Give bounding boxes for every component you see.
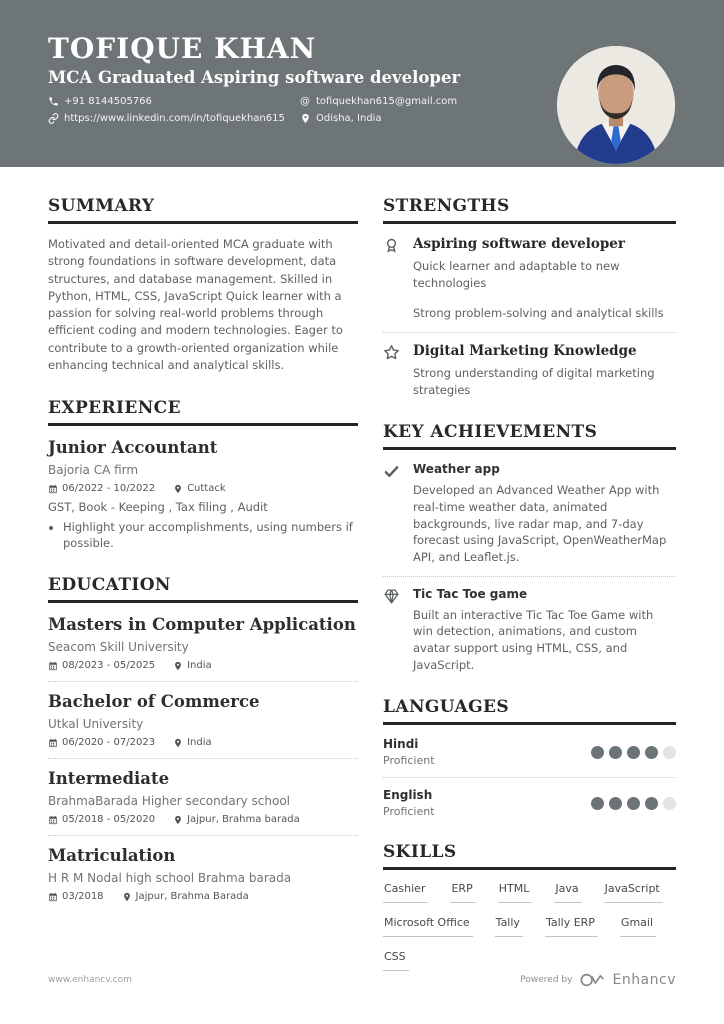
calendar-icon xyxy=(48,484,58,494)
rating-dot xyxy=(645,746,658,759)
phone-number: +91 8144505766 xyxy=(64,96,152,107)
link-icon xyxy=(48,113,59,124)
language-name: Hindi xyxy=(383,737,419,752)
strength-line: Quick learner and adaptable to new technologies xyxy=(413,259,620,290)
language-row xyxy=(383,788,676,818)
job-detail: GST, Book - Keeping , Tax filing , Audit xyxy=(48,500,268,514)
calendar-icon xyxy=(48,738,58,748)
rating-dot xyxy=(591,746,604,759)
experience-item xyxy=(48,438,358,551)
powered-by-block[interactable] xyxy=(520,972,676,988)
skill-tag: Microsoft Office xyxy=(383,916,473,937)
linkedin-url[interactable]: https://www.linkedin.com/in/tofiquekhan615 xyxy=(64,113,285,124)
rating-dot xyxy=(609,797,622,810)
summary-section xyxy=(48,196,358,374)
education-meta xyxy=(48,814,358,825)
job-bullet: • Highlight your accomplishments, using numbers if possible. xyxy=(63,519,358,551)
school: Seacom Skill University xyxy=(48,640,189,655)
rating-dot xyxy=(627,797,640,810)
achievement-heading: Weather app xyxy=(413,462,500,477)
page-footer xyxy=(48,972,676,988)
language-rating xyxy=(591,746,676,759)
skill-tag: ERP xyxy=(450,882,475,903)
location-pin-icon xyxy=(173,484,183,494)
contact-link[interactable] xyxy=(48,113,300,124)
right-column xyxy=(383,196,676,995)
language-row xyxy=(383,737,676,767)
strengths-title: STRENGTHS xyxy=(383,196,676,224)
location-pin-icon xyxy=(122,892,132,902)
rating-dot xyxy=(627,746,640,759)
education-meta xyxy=(48,660,358,671)
job-bullets xyxy=(63,519,358,551)
profile-photo-illustration xyxy=(557,46,675,164)
strength-content xyxy=(413,236,676,322)
divider xyxy=(383,332,676,333)
language-name: English xyxy=(383,788,433,803)
education-location-text: India xyxy=(187,660,212,672)
contact-block xyxy=(48,96,518,124)
divider xyxy=(383,777,676,778)
strength-item xyxy=(383,236,676,322)
strengths-section xyxy=(383,196,676,398)
job-company: Bajoria CA firm xyxy=(48,463,139,477)
job-location xyxy=(173,483,226,494)
divider xyxy=(48,835,358,836)
rating-dot xyxy=(591,797,604,810)
language-level: Proficient xyxy=(383,754,435,768)
achievements-section xyxy=(383,422,676,673)
education-location xyxy=(173,737,212,748)
education-meta xyxy=(48,737,358,748)
education-title: EDUCATION xyxy=(48,575,358,603)
education-item xyxy=(48,615,358,671)
experience-section xyxy=(48,398,358,551)
languages-title: LANGUAGES xyxy=(383,697,676,725)
rating-dot xyxy=(609,746,622,759)
resume-body xyxy=(0,167,724,995)
education-location-text: India xyxy=(187,737,212,749)
email-address[interactable]: tofiquekhan615@gmail.com xyxy=(316,96,458,107)
job-meta xyxy=(48,483,358,494)
job-location-text: Cuttack xyxy=(187,483,226,494)
calendar-icon xyxy=(48,892,58,902)
education-dates-text: 08/2023 - 05/2025 xyxy=(62,660,156,672)
education-item xyxy=(48,692,358,748)
divider xyxy=(48,681,358,682)
experience-title: EXPERIENCE xyxy=(48,398,358,426)
achievement-text: Built an interactive Tic Tac Toe Game with win detection, animations, and custom avatar support using HTML, CSS, and JavaScript. xyxy=(413,607,654,672)
location-pin-icon xyxy=(173,661,183,671)
rating-dot xyxy=(663,746,676,759)
skill-tag: CSS xyxy=(383,950,409,971)
strength-heading: Digital Marketing Knowledge xyxy=(413,343,637,360)
rating-dot xyxy=(663,797,676,810)
job-role: Junior Accountant xyxy=(48,438,218,457)
education-dates xyxy=(48,891,104,902)
location-text: Odisha, India xyxy=(316,113,382,124)
achievements-title: KEY ACHIEVEMENTS xyxy=(383,422,676,450)
calendar-icon xyxy=(48,815,58,825)
achievement-content xyxy=(413,587,676,674)
divider xyxy=(48,758,358,759)
languages-section xyxy=(383,697,676,818)
strength-content xyxy=(413,343,676,398)
education-dates-text: 05/2018 - 05/2020 xyxy=(62,814,156,826)
rating-dot xyxy=(645,797,658,810)
achievement-text: Developed an Advanced Weather App with real-time weather data, animated backgrounds, live radar map, and 7-day forecast using JavaScript, OpenWeatherMap API, and Leaflet.js. xyxy=(413,483,667,565)
location-pin-icon xyxy=(173,815,183,825)
profile-photo xyxy=(557,46,675,164)
enhancv-website-link[interactable]: www.enhancv.com xyxy=(48,975,132,985)
school: BrahmaBarada Higher secondary school xyxy=(48,794,291,809)
education-meta xyxy=(48,891,358,902)
calendar-icon xyxy=(48,661,58,671)
divider xyxy=(383,576,676,577)
degree: Bachelor of Commerce xyxy=(48,692,260,712)
medal-icon xyxy=(383,236,403,322)
education-item xyxy=(48,846,358,902)
job-dates-text: 06/2022 - 10/2022 xyxy=(62,483,156,494)
enhancv-brand-text: Enhancv xyxy=(612,972,676,988)
achievement-item xyxy=(383,587,676,674)
education-section xyxy=(48,575,358,902)
strength-heading: Aspiring software developer xyxy=(413,236,625,252)
powered-by-label: Powered by xyxy=(520,975,573,985)
summary-title: SUMMARY xyxy=(48,196,358,224)
enhancv-logo-icon xyxy=(579,972,605,988)
summary-text: Motivated and detail-oriented MCA graduate with strong foundations in software development, data structures, and database management. Skilled in Python, HTML, CSS, JavaScript Quick learner with a passion for solving real-world problems through efficient coding and modern technologies. Eager to contribute to a growth-oriented organization while enhancing technical and analytical skills. xyxy=(48,237,343,372)
star-icon xyxy=(383,343,403,398)
achievement-content xyxy=(413,462,676,565)
language-rating xyxy=(591,797,676,810)
school: Utkal University xyxy=(48,717,144,732)
location-pin-icon xyxy=(300,113,311,124)
education-location-text: Jajpur, Brahma Barada xyxy=(135,891,249,903)
candidate-name: TOFIQUE KHAN xyxy=(48,32,317,65)
resume-header xyxy=(0,0,724,167)
contact-email[interactable] xyxy=(300,96,518,107)
contact-location xyxy=(300,113,518,124)
skill-tag: Cashier xyxy=(383,882,428,903)
education-dates-text: 06/2020 - 07/2023 xyxy=(62,737,156,749)
degree: Matriculation xyxy=(48,846,176,866)
achievement-heading: Tic Tac Toe game xyxy=(413,586,528,601)
email-at-icon: @ xyxy=(300,96,310,107)
education-location xyxy=(173,814,300,825)
location-pin-icon xyxy=(173,738,183,748)
education-location-text: Jajpur, Brahma barada xyxy=(187,814,300,826)
skills-title: SKILLS xyxy=(383,842,676,870)
strength-line: Strong understanding of digital marketing strategies xyxy=(413,366,655,397)
strength-line: Strong problem-solving and analytical skills xyxy=(413,306,664,321)
candidate-title: MCA Graduated Aspiring software developer xyxy=(48,68,461,87)
left-column xyxy=(48,196,358,995)
education-dates-text: 03/2018 xyxy=(62,891,104,903)
education-dates xyxy=(48,814,155,825)
degree: Intermediate xyxy=(48,769,170,789)
language-level: Proficient xyxy=(383,805,435,819)
education-item xyxy=(48,769,358,825)
education-dates xyxy=(48,737,155,748)
education-location xyxy=(173,660,212,671)
skills-section xyxy=(383,842,676,971)
contact-phone xyxy=(48,96,300,107)
achievement-item xyxy=(383,462,676,565)
language-info xyxy=(383,788,435,818)
skill-tag: Java xyxy=(554,882,581,903)
skill-tag: JavaScript xyxy=(604,882,663,903)
skills-list xyxy=(383,882,676,971)
degree: Masters in Computer Application xyxy=(48,615,356,635)
language-info xyxy=(383,737,435,767)
education-location xyxy=(122,891,249,902)
school: H R M Nodal high school Brahma barada xyxy=(48,871,292,886)
skill-tag: Tally xyxy=(495,916,523,937)
education-dates xyxy=(48,660,155,671)
phone-icon xyxy=(48,96,59,107)
check-icon xyxy=(383,462,403,565)
skill-tag: Gmail xyxy=(620,916,656,937)
diamond-icon xyxy=(383,587,403,674)
job-dates xyxy=(48,483,155,494)
skill-tag: HTML xyxy=(498,882,533,903)
skill-tag: Tally ERP xyxy=(545,916,598,937)
strength-item xyxy=(383,343,676,398)
